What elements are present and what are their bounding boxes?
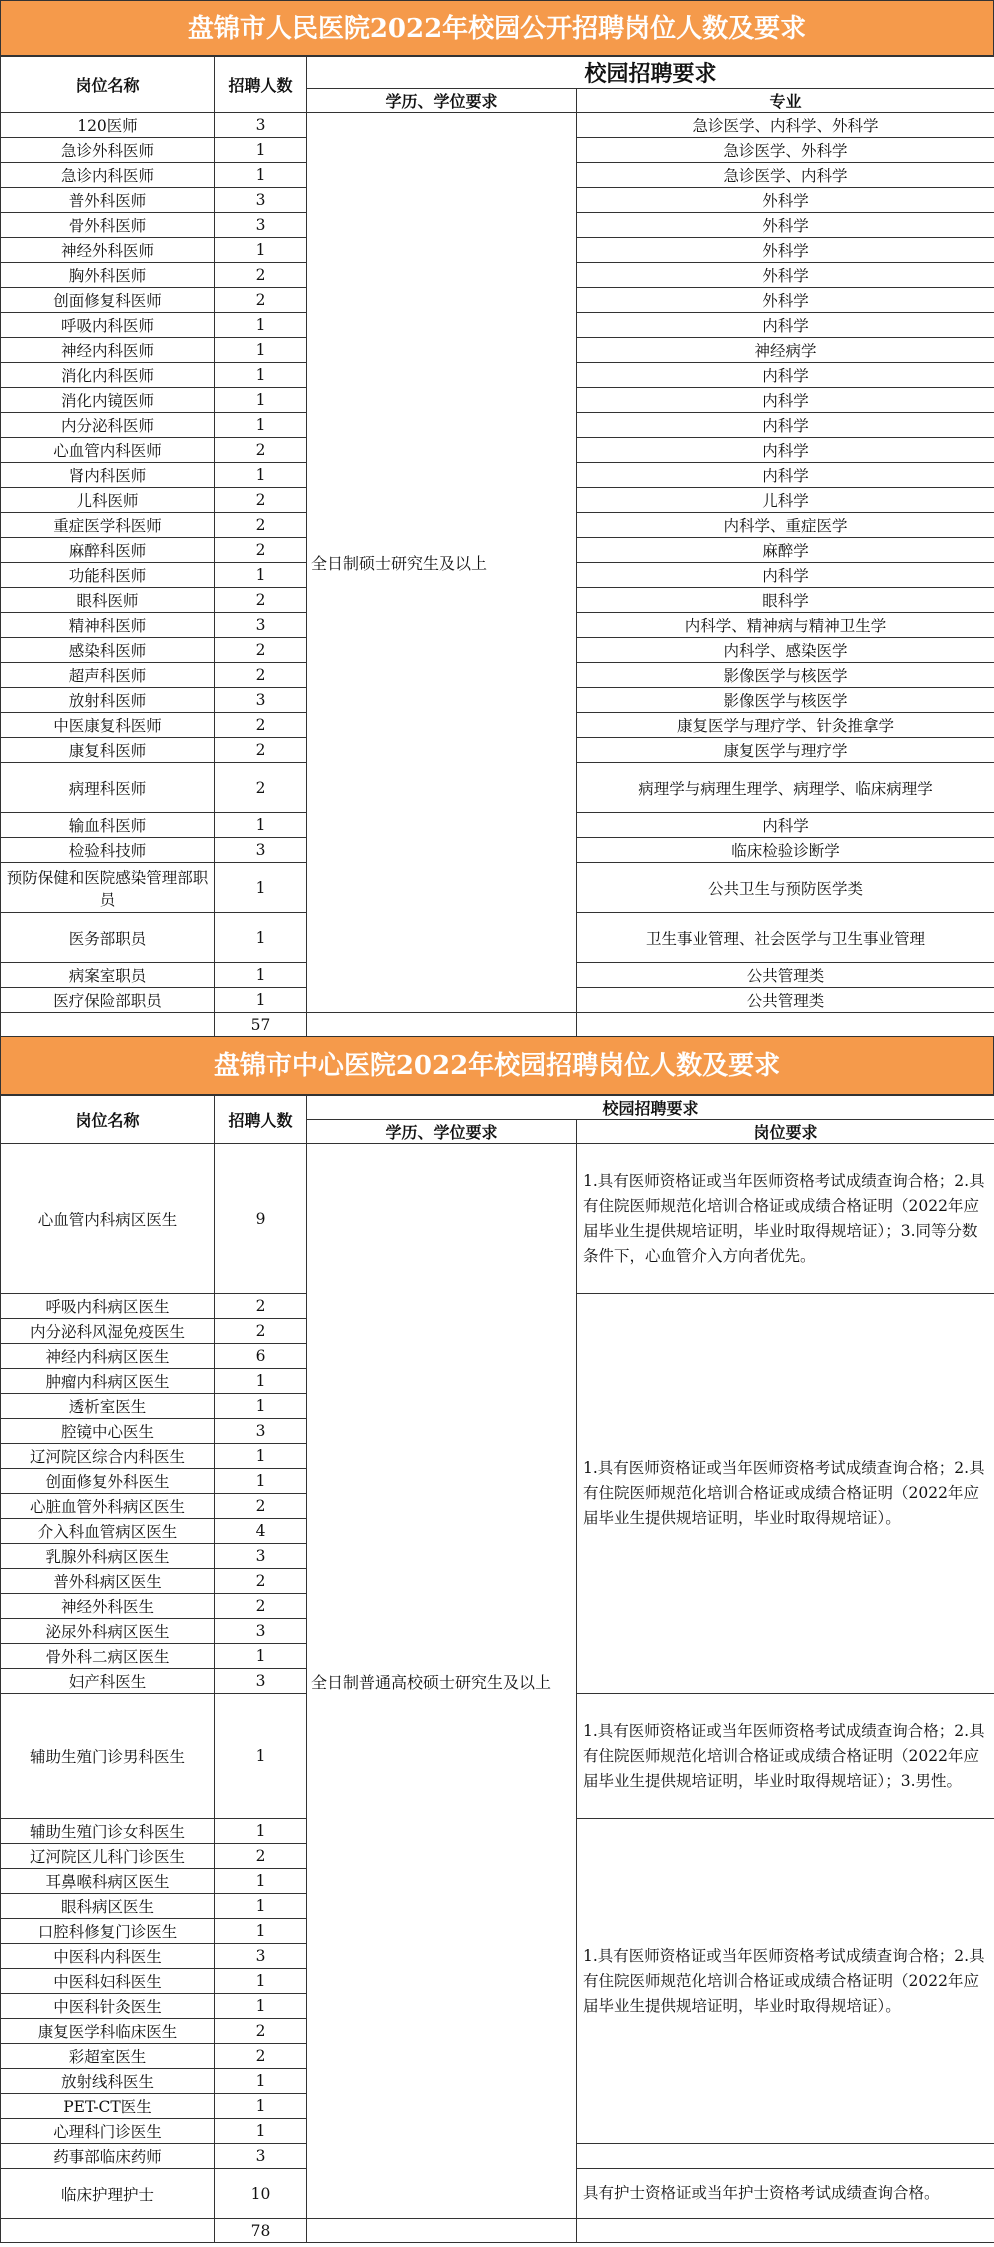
- count-cell: 10: [215, 2169, 307, 2219]
- position-cell: 神经内科病区医生: [1, 1344, 215, 1369]
- count-cell: 2: [215, 1844, 307, 1869]
- position-cell: 心血管内科病区医生: [1, 1144, 215, 1294]
- table-row: [1, 1144, 994, 1294]
- major-cell: 影像医学与核医学: [577, 663, 994, 688]
- position-cell: 内分泌科医师: [1, 413, 215, 438]
- position-cell: 中医科内科医生: [1, 1944, 215, 1969]
- major-cell: 内科学: [577, 388, 994, 413]
- count-cell: 1: [215, 1644, 307, 1669]
- count-cell: 1: [215, 2069, 307, 2094]
- count-cell: 1: [215, 963, 307, 988]
- position-cell: 呼吸内科医师: [1, 313, 215, 338]
- position-cell: 输血科医师: [1, 813, 215, 838]
- section1-header-count: 招聘人数: [215, 57, 307, 113]
- position-cell: PET-CT医生: [1, 2094, 215, 2119]
- major-cell: 内科学、精神病与精神卫生学: [577, 613, 994, 638]
- count-cell: 1: [215, 988, 307, 1013]
- position-cell: 功能科医师: [1, 563, 215, 588]
- major-cell: 内科学: [577, 363, 994, 388]
- position-cell: 普外科病区医生: [1, 1569, 215, 1594]
- count-cell: 2: [215, 638, 307, 663]
- position-cell: 辅助生殖门诊女科医生: [1, 1819, 215, 1844]
- count-cell: 1: [215, 363, 307, 388]
- major-cell: 急诊医学、内科学: [577, 163, 994, 188]
- major-cell: 公共管理类: [577, 963, 994, 988]
- major-cell: 内科学: [577, 413, 994, 438]
- count-cell: 3: [215, 1419, 307, 1444]
- count-cell: 2: [215, 1594, 307, 1619]
- major-cell: 急诊医学、外科学: [577, 138, 994, 163]
- major-cell: 内科学: [577, 438, 994, 463]
- count-cell: 2: [215, 1319, 307, 1344]
- count-cell: 2: [215, 488, 307, 513]
- count-cell: 1: [215, 1394, 307, 1419]
- count-cell: 1: [215, 1894, 307, 1919]
- section2-title: 盘锦市中心医院2022年校园招聘岗位人数及要求: [0, 1037, 994, 1095]
- position-cell: 感染科医师: [1, 638, 215, 663]
- position-cell: 眼科医师: [1, 588, 215, 613]
- major-cell: 儿科学: [577, 488, 994, 513]
- major-cell: 外科学: [577, 263, 994, 288]
- position-cell: 辽河院区综合内科医生: [1, 1444, 215, 1469]
- count-cell: 2: [215, 438, 307, 463]
- count-cell: 1: [215, 1469, 307, 1494]
- major-cell: 病理学与病理生理学、病理学、临床病理学: [577, 763, 994, 813]
- major-cell: 影像医学与核医学: [577, 688, 994, 713]
- total-empty-cell: [307, 2219, 577, 2243]
- position-cell: 药事部临床药师: [1, 2144, 215, 2169]
- total-label-cell: [1, 2219, 215, 2243]
- major-cell: 外科学: [577, 288, 994, 313]
- count-cell: 1: [215, 1694, 307, 1819]
- position-cell: 病案室职员: [1, 963, 215, 988]
- position-cell: 临床护理护士: [1, 2169, 215, 2219]
- count-cell: 3: [215, 1944, 307, 1969]
- position-cell: 呼吸内科病区医生: [1, 1294, 215, 1319]
- position-cell: 妇产科医生: [1, 1669, 215, 1694]
- count-cell: 2: [215, 288, 307, 313]
- requirement-cell: 1.具有医师资格证或当年医师资格考试成绩查询合格；2.具有住院医师规范化培训合格证或成绩合格证明（2022年应届毕业生提供规培证明，毕业时取得规培证）。: [577, 1294, 994, 1694]
- count-cell: 2: [215, 1494, 307, 1519]
- major-cell: 内科学、重症医学: [577, 513, 994, 538]
- count-cell: 3: [215, 1669, 307, 1694]
- position-cell: 中医科妇科医生: [1, 1969, 215, 1994]
- position-cell: 肿瘤内科病区医生: [1, 1369, 215, 1394]
- count-cell: 1: [215, 913, 307, 963]
- position-cell: 消化内镜医师: [1, 388, 215, 413]
- section1-header-position: 岗位名称: [1, 57, 215, 113]
- count-cell: 1: [215, 2119, 307, 2144]
- major-cell: 康复医学与理疗学: [577, 738, 994, 763]
- position-cell: 重症医学科医师: [1, 513, 215, 538]
- count-cell: 1: [215, 1994, 307, 2019]
- total-row: [1, 2219, 994, 2243]
- major-cell: 公共管理类: [577, 988, 994, 1013]
- position-cell: 口腔科修复门诊医生: [1, 1919, 215, 1944]
- position-cell: 神经内科医师: [1, 338, 215, 363]
- section2-header-count: 招聘人数: [215, 1096, 307, 1144]
- major-cell: 内科学、感染医学: [577, 638, 994, 663]
- position-cell: 心血管内科医师: [1, 438, 215, 463]
- education-cell: 全日制普通高校硕士研究生及以上: [307, 1144, 577, 2219]
- position-cell: 医务部职员: [1, 913, 215, 963]
- position-cell: 透析室医生: [1, 1394, 215, 1419]
- position-cell: 医疗保险部职员: [1, 988, 215, 1013]
- total-count: 57: [215, 1013, 307, 1037]
- major-cell: 麻醉学: [577, 538, 994, 563]
- major-cell: 内科学: [577, 563, 994, 588]
- major-cell: 公共卫生与预防医学类: [577, 863, 994, 913]
- count-cell: 1: [215, 1369, 307, 1394]
- position-cell: 泌尿外科病区医生: [1, 1619, 215, 1644]
- position-cell: 辽河院区儿科门诊医生: [1, 1844, 215, 1869]
- count-cell: 1: [215, 388, 307, 413]
- requirement-cell: 具有护士资格证或当年护士资格考试成绩查询合格。: [577, 2169, 994, 2219]
- position-cell: 眼科病区医生: [1, 1894, 215, 1919]
- count-cell: 9: [215, 1144, 307, 1294]
- count-cell: 2: [215, 763, 307, 813]
- count-cell: 2: [215, 713, 307, 738]
- count-cell: 2: [215, 663, 307, 688]
- major-cell: 临床检验诊断学: [577, 838, 994, 863]
- count-cell: 1: [215, 463, 307, 488]
- total-label-cell: [1, 1013, 215, 1037]
- section2-header-campus: 校园招聘要求: [307, 1096, 994, 1120]
- position-cell: 创面修复科医师: [1, 288, 215, 313]
- count-cell: 3: [215, 688, 307, 713]
- requirement-cell: 1.具有医师资格证或当年医师资格考试成绩查询合格；2.具有住院医师规范化培训合格证或成绩合格证明（2022年应届毕业生提供规培证明，毕业时取得规培证）；3.男性。: [577, 1694, 994, 1819]
- position-cell: 120医师: [1, 113, 215, 138]
- count-cell: 1: [215, 813, 307, 838]
- position-cell: 预防保健和医院感染管理部职员: [1, 863, 215, 913]
- position-cell: 心理科门诊医生: [1, 2119, 215, 2144]
- count-cell: 2: [215, 1294, 307, 1319]
- position-cell: 中医科针灸医生: [1, 1994, 215, 2019]
- position-cell: 创面修复外科医生: [1, 1469, 215, 1494]
- count-cell: 1: [215, 863, 307, 913]
- count-cell: 6: [215, 1344, 307, 1369]
- count-cell: 1: [215, 1969, 307, 1994]
- count-cell: 2: [215, 513, 307, 538]
- major-cell: 内科学: [577, 813, 994, 838]
- position-cell: 放射科医师: [1, 688, 215, 713]
- position-cell: 放射线科医生: [1, 2069, 215, 2094]
- count-cell: 3: [215, 838, 307, 863]
- requirement-cell: [577, 2144, 994, 2169]
- position-cell: 急诊外科医师: [1, 138, 215, 163]
- major-cell: 卫生事业管理、社会医学与卫生事业管理: [577, 913, 994, 963]
- position-cell: 辅助生殖门诊男科医生: [1, 1694, 215, 1819]
- count-cell: 2: [215, 738, 307, 763]
- count-cell: 3: [215, 213, 307, 238]
- count-cell: 1: [215, 563, 307, 588]
- position-cell: 肾内科医师: [1, 463, 215, 488]
- count-cell: 2: [215, 1569, 307, 1594]
- section1-table: [0, 56, 994, 1037]
- total-count: 78: [215, 2219, 307, 2243]
- count-cell: 2: [215, 2044, 307, 2069]
- position-cell: 骨外科医师: [1, 213, 215, 238]
- count-cell: 3: [215, 1619, 307, 1644]
- position-cell: 康复医学科临床医生: [1, 2019, 215, 2044]
- count-cell: 1: [215, 1444, 307, 1469]
- requirement-cell: 1.具有医师资格证或当年医师资格考试成绩查询合格；2.具有住院医师规范化培训合格证或成绩合格证明（2022年应届毕业生提供规培证明，毕业时取得规培证）；3.同等分数条件下，心血管介入方向者优先。: [577, 1144, 994, 1294]
- total-empty-cell: [307, 1013, 577, 1037]
- position-cell: 耳鼻喉科病区医生: [1, 1869, 215, 1894]
- position-cell: 消化内科医师: [1, 363, 215, 388]
- position-cell: 普外科医师: [1, 188, 215, 213]
- count-cell: 1: [215, 413, 307, 438]
- section1-header-campus: 校园招聘要求: [307, 57, 994, 89]
- education-cell: 全日制硕士研究生及以上: [307, 113, 577, 1013]
- major-cell: 内科学: [577, 463, 994, 488]
- requirement-cell: 1.具有医师资格证或当年医师资格考试成绩查询合格；2.具有住院医师规范化培训合格证或成绩合格证明（2022年应届毕业生提供规培证明，毕业时取得规培证）。: [577, 1819, 994, 2144]
- major-cell: 外科学: [577, 238, 994, 263]
- section2-header-requirement: 岗位要求: [577, 1120, 994, 1144]
- position-cell: 中医康复科医师: [1, 713, 215, 738]
- major-cell: 急诊医学、内科学、外科学: [577, 113, 994, 138]
- count-cell: 1: [215, 138, 307, 163]
- section1-header-education: 学历、学位要求: [307, 89, 577, 113]
- table-row: [1, 113, 994, 138]
- section2-header-education: 学历、学位要求: [307, 1120, 577, 1144]
- count-cell: 3: [215, 613, 307, 638]
- count-cell: 2: [215, 588, 307, 613]
- count-cell: 3: [215, 113, 307, 138]
- position-cell: 心脏血管外科病区医生: [1, 1494, 215, 1519]
- major-cell: 眼科学: [577, 588, 994, 613]
- position-cell: 麻醉科医师: [1, 538, 215, 563]
- major-cell: 外科学: [577, 213, 994, 238]
- position-cell: 内分泌科风湿免疫医生: [1, 1319, 215, 1344]
- position-cell: 神经外科医师: [1, 238, 215, 263]
- count-cell: 1: [215, 313, 307, 338]
- major-cell: 康复医学与理疗学、针灸推拿学: [577, 713, 994, 738]
- total-row: [1, 1013, 994, 1037]
- position-cell: 急诊内科医师: [1, 163, 215, 188]
- position-cell: 儿科医师: [1, 488, 215, 513]
- count-cell: 2: [215, 2019, 307, 2044]
- count-cell: 1: [215, 163, 307, 188]
- count-cell: 3: [215, 2144, 307, 2169]
- position-cell: 病理科医师: [1, 763, 215, 813]
- count-cell: 1: [215, 1869, 307, 1894]
- count-cell: 1: [215, 1919, 307, 1944]
- position-cell: 胸外科医师: [1, 263, 215, 288]
- count-cell: 2: [215, 263, 307, 288]
- position-cell: 超声科医师: [1, 663, 215, 688]
- section2-header-position: 岗位名称: [1, 1096, 215, 1144]
- count-cell: 1: [215, 2094, 307, 2119]
- position-cell: 康复科医师: [1, 738, 215, 763]
- position-cell: 精神科医师: [1, 613, 215, 638]
- major-cell: 外科学: [577, 188, 994, 213]
- position-cell: 介入科血管病区医生: [1, 1519, 215, 1544]
- count-cell: 2: [215, 538, 307, 563]
- section2-table: [0, 1095, 994, 2243]
- count-cell: 1: [215, 338, 307, 363]
- major-cell: 内科学: [577, 313, 994, 338]
- section1-header-major: 专业: [577, 89, 994, 113]
- count-cell: 3: [215, 188, 307, 213]
- position-cell: 神经外科医生: [1, 1594, 215, 1619]
- count-cell: 3: [215, 1544, 307, 1569]
- total-empty-cell: [577, 1013, 994, 1037]
- count-cell: 1: [215, 1819, 307, 1844]
- position-cell: 检验科技师: [1, 838, 215, 863]
- major-cell: 神经病学: [577, 338, 994, 363]
- position-cell: 腔镜中心医生: [1, 1419, 215, 1444]
- section1-title: 盘锦市人民医院2022年校园公开招聘岗位人数及要求: [0, 0, 994, 56]
- count-cell: 4: [215, 1519, 307, 1544]
- position-cell: 乳腺外科病区医生: [1, 1544, 215, 1569]
- position-cell: 彩超室医生: [1, 2044, 215, 2069]
- count-cell: 1: [215, 238, 307, 263]
- total-empty-cell: [577, 2219, 994, 2243]
- position-cell: 骨外科二病区医生: [1, 1644, 215, 1669]
